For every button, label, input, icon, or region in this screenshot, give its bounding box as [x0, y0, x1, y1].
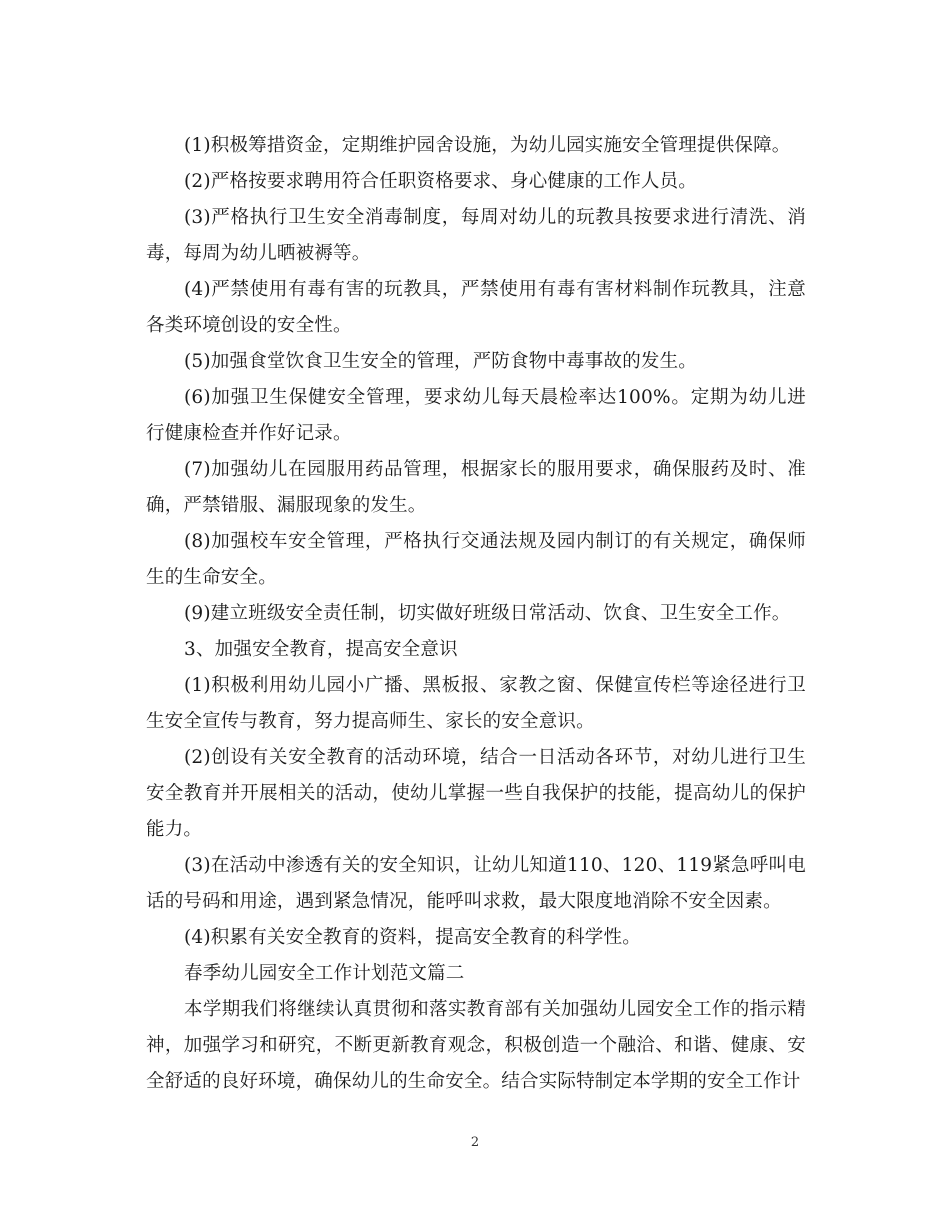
- paragraph-13: (4)积累有关安全教育的资料，提高安全教育的科学性。: [184, 927, 641, 948]
- paragraph-5: (5)加强食堂饮食卫生安全的管理，严防食物中毒事故的发生。: [184, 351, 698, 372]
- paragraph-12: (3)在活动中渗透有关的安全知识，让幼儿知道110、120、119紧急呼叫电话的号码和用途，遇到紧急情况，能呼叫求救，最大限度地消除不安全因素。: [146, 855, 806, 912]
- paragraph-11: (2)创设有关安全教育的活动环境，结合一日活动各环节，对幼儿进行卫生安全教育并开展相关的活动，使幼儿掌握一些自我保护的技能，提高幼儿的保护能力。: [146, 747, 806, 840]
- page-number: 2: [470, 1135, 480, 1150]
- paragraph-1: (1)积极筹措资金，定期维护园舍设施，为幼儿园实施安全管理提供保障。: [184, 135, 791, 156]
- paragraph-7: (7)加强幼儿在园服用药品管理，根据家长的服用要求，确保服药及时、准确，严禁错服、漏服现象的发生。: [146, 459, 806, 516]
- paragraph-8: (8)加强校车安全管理，严格执行交通法规及园内制订的有关规定，确保师生的生命安全。: [146, 531, 806, 588]
- paragraph-4: (4)严禁使用有毒有害的玩教具，严禁使用有毒有害材料制作玩教具，注意各类环境创设的安全性。: [146, 279, 806, 336]
- section-heading: 3、加强安全教育，提高安全意识: [184, 639, 458, 660]
- paragraph-6: (6)加强卫生保健安全管理，要求幼儿每天晨检率达100%。定期为幼儿进行健康检查并作好记录。: [146, 387, 806, 444]
- article-subtitle: 春季幼儿园安全工作计划范文篇二: [184, 963, 465, 984]
- paragraph-14: 本学期我们将继续认真贯彻和落实教育部有关加强幼儿园安全工作的指示精神，加强学习和研究，不断更新教育观念，积极创造一个融洽、和谐、健康、安全舒适的良好环境，确保幼儿的生命安全。结合实际特制定本学期的安全工作计: [146, 999, 806, 1092]
- paragraph-3: (3)严格执行卫生安全消毒制度，每周对幼儿的玩教具按要求进行清洗、消毒，每周为幼儿晒被褥等。: [146, 207, 806, 264]
- paragraph-2: (2)严格按要求聘用符合任职资格要求、身心健康的工作人员。: [184, 171, 698, 192]
- document-body: [146, 128, 806, 1100]
- paragraph-10: (1)积极利用幼儿园小广播、黑板报、家教之窗、保健宣传栏等途径进行卫生安全宣传与教育，努力提高师生、家长的安全意识。: [146, 675, 806, 732]
- paragraph-9: (9)建立班级安全责任制，切实做好班级日常活动、饮食、卫生安全工作。: [184, 603, 791, 624]
